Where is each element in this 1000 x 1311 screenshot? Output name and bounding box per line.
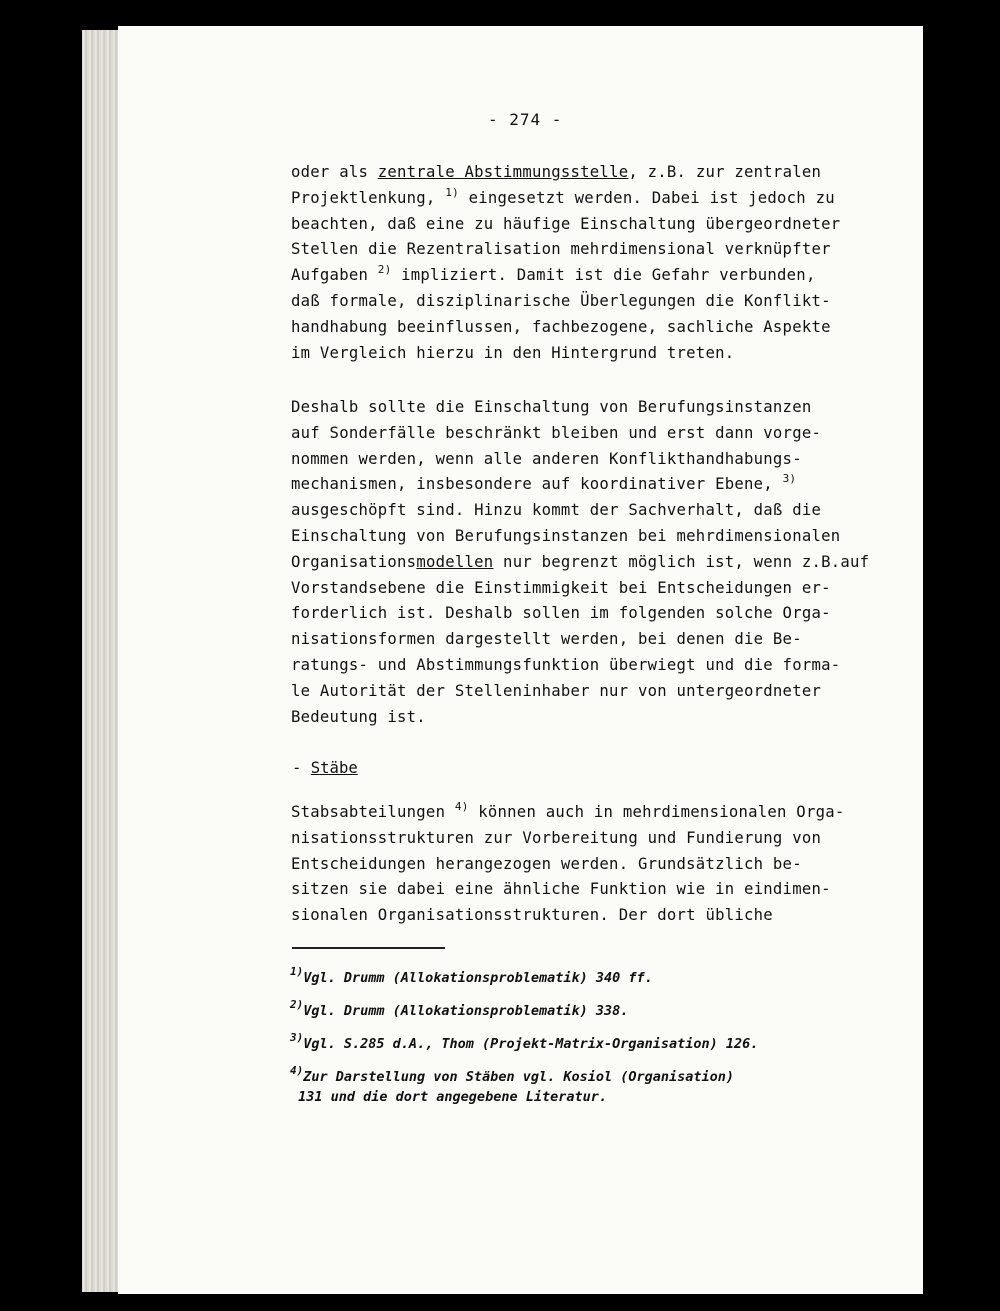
footnote-4-line-1 (290, 1064, 735, 1087)
p2-line-13: Bedeutung ist. (291, 707, 426, 726)
heading-dash: - (292, 759, 311, 777)
p3-line-1 (291, 800, 845, 826)
p1-line-6: daß formale, disziplinarische Überlegungen die Konflikt- (291, 291, 831, 310)
text: Projektlenkung, (291, 188, 446, 207)
p2-line-2: auf Sonderfälle beschränkt bleiben und erst dann vorge- (291, 423, 822, 442)
footnote-mark: 3) (290, 1031, 304, 1044)
paragraph-2 (291, 395, 869, 730)
text: mechanismen, insbesondere auf koordinativer Ebene, (291, 475, 783, 494)
footnote-text: Vgl. Drumm (Allokationsproblematik) 340 ff. (303, 970, 653, 986)
p2-line-9: forderlich ist. Deshalb sollen im folgenden solche Orga- (291, 604, 831, 623)
p1-line-2 (291, 186, 840, 212)
footnote-text: Zur Darstellung von Stäben vgl. Kosiol (Organisation) (303, 1069, 735, 1085)
footnote-mark: 4) (290, 1064, 304, 1077)
underlined-text: modellen (416, 552, 494, 571)
footnote-text: Vgl. Drumm (Allokationsproblematik) 338. (303, 1003, 629, 1019)
p1-line-8: im Vergleich hierzu in den Hintergrund treten. (291, 343, 735, 362)
page-number: - 274 - (488, 110, 563, 129)
section-heading (292, 759, 358, 777)
p2-line-1: Deshalb sollte die Einschaltung von Berufungsinstanzen (291, 398, 812, 416)
paragraph-1 (291, 160, 840, 366)
p2-line-7 (291, 550, 869, 576)
p3-line-3: Entscheidungen herangezogen werden. Grundsätzlich be- (291, 854, 802, 873)
footnote-4-line-2: 131 und die dort angegebene Literatur. (290, 1089, 607, 1105)
text: eingesetzt werden. Dabei ist jedoch zu (458, 188, 835, 207)
footnote-ref: 4) (454, 800, 469, 813)
p2-line-3: nommen werden, wenn alle anderen Konflikthandhabungs- (291, 449, 802, 468)
text: können auch in mehrdimensionalen Orga- (468, 803, 845, 821)
text: Organisations (291, 552, 417, 571)
text: impliziert. Damit ist die Gefahr verbunden, (391, 266, 816, 285)
footnote-ref: 1) (445, 185, 459, 199)
p2-line-11: ratungs- und Abstimmungsfunktion überwiegt und die forma- (291, 655, 841, 674)
p1-line-5 (291, 263, 840, 289)
footnote-mark: 2) (290, 998, 304, 1011)
p2-line-10: nisationsformen dargestellt werden, bei denen die Be- (291, 630, 802, 649)
footnote-2 (290, 998, 629, 1021)
paragraph-3 (291, 800, 845, 929)
heading-text: Stäbe (310, 759, 358, 777)
p1-line-3: beachten, daß eine zu häufige Einschaltung übergeordneter (291, 214, 841, 233)
text: , z.B. zur zentralen (628, 163, 822, 181)
p1-line-4: Stellen die Rezentralisation mehrdimensional verknüpfter (291, 240, 831, 259)
p1-line-1 (291, 160, 840, 186)
footnote-ref: 3) (782, 472, 797, 486)
p2-line-12: le Autorität der Stelleninhaber nur von untergeordneter (291, 681, 822, 700)
footnote-ref: 2) (377, 263, 392, 277)
p2-line-4 (291, 472, 869, 498)
text: oder als (291, 163, 378, 181)
p1-line-7: handhabung beeinflussen, fachbezogene, sachliche Aspekte (291, 317, 831, 336)
footnote-separator (292, 947, 445, 949)
footnote-text: Vgl. S.285 d.A., Thom (Projekt-Matrix-Organisation) 126. (303, 1036, 759, 1052)
p3-line-4: sitzen sie dabei eine ähnliche Funktion wie in eindimen- (291, 880, 831, 899)
text: Aufgaben (291, 266, 378, 285)
p2-line-8: Vorstandsebene die Einstimmigkeit bei Entscheidungen er- (291, 578, 831, 597)
footnote-4 (290, 1064, 735, 1107)
p2-line-6: Einschaltung von Berufungsinstanzen bei mehrdimensionalen (291, 526, 841, 545)
underlined-text: zentrale Abstimmungsstelle (377, 163, 629, 181)
footnote-mark: 1) (290, 965, 304, 978)
p3-line-5: sionalen Organisationsstrukturen. Der dort übliche (291, 906, 773, 925)
p3-line-2: nisationsstrukturen zur Vorbereitung und Fundierung von (291, 828, 822, 847)
footnote-3 (290, 1031, 759, 1054)
p2-line-5: ausgeschöpft sind. Hinzu kommt der Sachverhalt, daß die (291, 501, 822, 520)
footnote-1 (290, 965, 653, 988)
text: nur begrenzt möglich ist, wenn z.B.auf (493, 552, 870, 571)
text: Stabsabteilungen (291, 803, 455, 821)
